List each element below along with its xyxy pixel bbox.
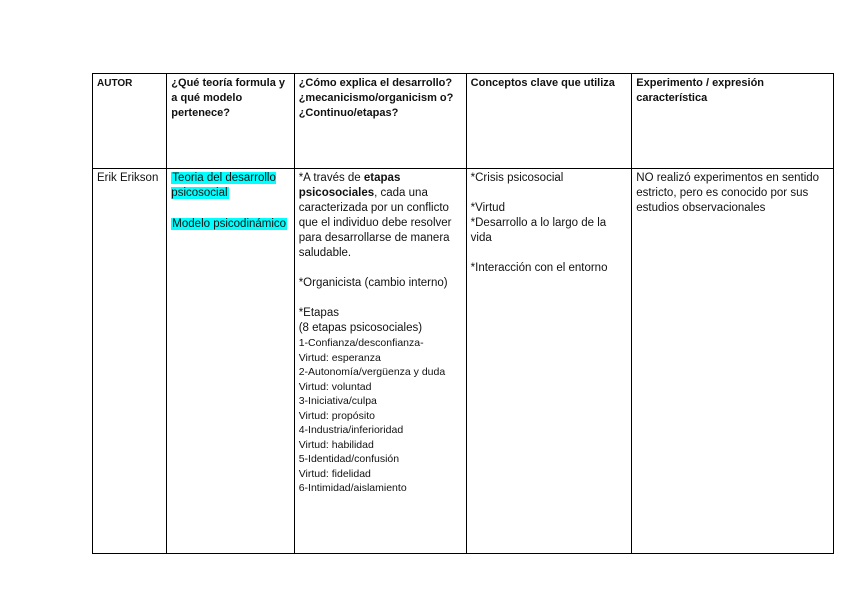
stage-line: 1-Confianza/desconfianza- [298, 337, 424, 349]
comparison-table [92, 73, 834, 554]
header-como-line: ¿mecanicismo/organicism o? [298, 92, 454, 104]
stage-line: Virtud: esperanza [298, 351, 381, 364]
stage-line: Virtud: voluntad [298, 380, 372, 393]
cell-experimento: NO realizó experimentos en sentido estricto, pero es conocido por sus estudios observacionales [632, 169, 834, 554]
stage-line: 2-Autonomía/vergüenza y duda [298, 366, 446, 378]
header-experimento: Experimento / expresión característica [632, 74, 834, 169]
concepto-desarrollo: *Desarrollo a lo largo de la vida [470, 217, 607, 244]
como-etapas-title: *Etapas [298, 307, 339, 319]
stage-line: 6-Intimidad/aislamiento [298, 482, 407, 494]
stage-line: Virtud: habilidad [298, 438, 374, 451]
cell-teoria [167, 169, 294, 554]
highlighted-model: Modelo psicodinámico [172, 218, 287, 230]
header-como-line: ¿Cómo explica el desarrollo? [298, 77, 453, 89]
highlighted-theory: Teoria del desarrollo psicosocial [171, 172, 276, 199]
header-conceptos: Conceptos clave que utiliza [466, 74, 632, 169]
cell-autor: Erik Erikson [93, 169, 167, 554]
stage-line: Virtud: fidelidad [298, 467, 371, 480]
como-organicista: *Organicista (cambio interno) [298, 277, 448, 289]
header-teoria: ¿Qué teoría formula y a qué modelo pertenece? [167, 74, 294, 169]
stage-line: 4-Industria/inferioridad [298, 424, 404, 436]
concepto-interaccion: *Interacción con el entorno [470, 262, 608, 274]
como-etapas-subtitle: (8 etapas psicosociales) [298, 322, 423, 334]
stage-line: 5-Identidad/confusión [298, 453, 400, 465]
cell-conceptos [466, 169, 632, 554]
header-autor: AUTOR [93, 74, 167, 169]
header-como [294, 74, 466, 169]
header-como-line: ¿Continuo/etapas? [298, 107, 399, 119]
stage-line: 3-Iniciativa/culpa [298, 395, 377, 407]
concepto-crisis: *Crisis psicosocial [470, 172, 564, 184]
concepto-virtud: *Virtud [470, 202, 505, 214]
como-intro: *A través de etapas psicosociales, cada una caracterizada por un conflicto que el individuo debe resolver para desarrollarse de manera saludable. [298, 172, 452, 259]
table-header-row [93, 74, 834, 169]
cell-como [294, 169, 466, 554]
stage-line: Virtud: propósito [298, 409, 375, 422]
table-row [93, 169, 834, 554]
